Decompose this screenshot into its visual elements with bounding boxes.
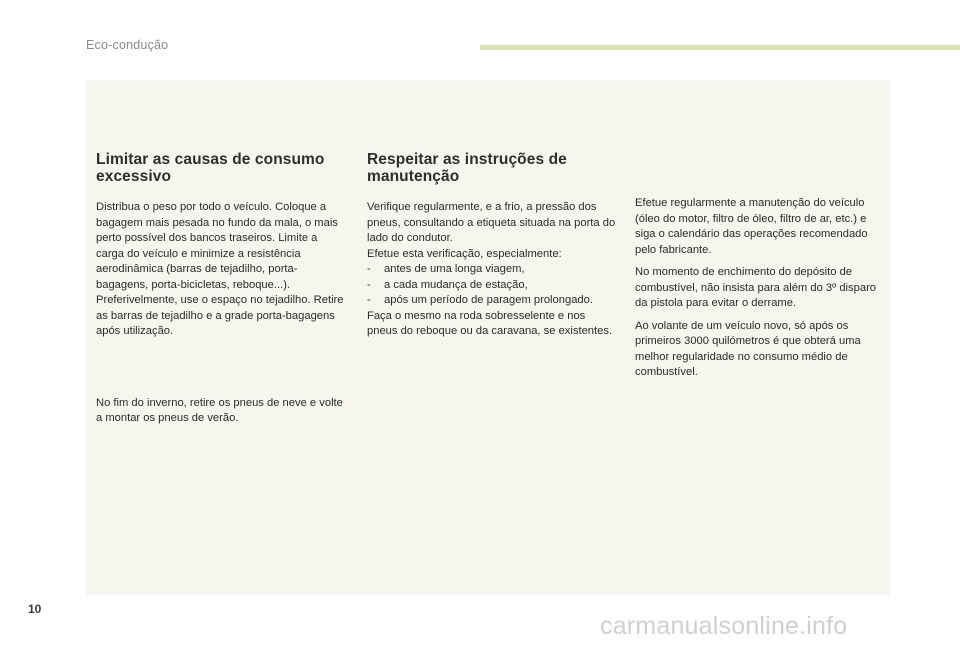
- paragraph-check-intro: Efetue esta verificação, especialmente:: [367, 247, 562, 260]
- list-item-text: a cada mudança de estação,: [384, 278, 528, 291]
- paragraph-refuel: No momento de enchimento do depósito de combustível, não insista para além do 3º disparo da pistola para evitar o derrame.: [635, 266, 877, 309]
- column-consumption: [96, 151, 346, 427]
- list-dash: -: [367, 278, 371, 291]
- list-item: [367, 262, 617, 278]
- section-title: Eco-condução: [86, 38, 169, 52]
- list-dash: -: [367, 294, 371, 306]
- paragraph-weight: Distribua o peso por todo o veículo. Coloque a bagagem mais pesada no fundo da mala, o mais perto possível dos bancos traseiros. Limite a carga do veículo e minimize a resistência aerodinâmica (barras de tejadilho, porta-bagagens, porta-bicicletas, reboque...). Preferivelmente, use o espaço no tejadilho. Retire as barras de tejadilho e a grade porta-bagagens após utilização.: [96, 201, 344, 337]
- list-item-text: antes de uma longa viagem,: [384, 263, 525, 275]
- list-dash: -: [367, 263, 371, 275]
- heading-maintenance: Respeitar as instruções de manutenção: [367, 151, 567, 185]
- list-item: [367, 293, 617, 309]
- list-item: [367, 278, 617, 294]
- paragraph-new-vehicle: Ao volante de um veículo novo, só após os primeiros 3000 quilómetros é que obterá uma melhor regularidade no consumo médio de combustível.: [635, 319, 861, 378]
- page-number: 10: [28, 602, 42, 616]
- paragraph-tyre-pressure: Verifique regularmente, e a frio, a pressão dos pneus, consultando a etiqueta situada na porta do lado do condutor.: [367, 201, 616, 244]
- paragraph-service: Efetue regularmente a manutenção do veículo (óleo do motor, filtro de óleo, filtro de ar, etc.) e siga o calendário das operações recomendado pelo fabricante.: [635, 197, 868, 256]
- list-item-text: após um período de paragem prolongado.: [384, 294, 593, 306]
- heading-consumption: Limitar as causas de consumo excessivo: [96, 151, 325, 185]
- paragraph-spare-wheel: Faça o mesmo na roda sobresselente e nos pneus do reboque ou da caravana, se existentes.: [367, 309, 613, 337]
- column-maintenance-continued: [635, 196, 885, 381]
- paragraph-winter-tyres: No fim do inverno, retire os pneus de neve e volte a montar os pneus de verão.: [96, 396, 343, 424]
- column-maintenance: [367, 151, 617, 340]
- watermark: carmanualsonline.info: [600, 612, 848, 640]
- header-accent-bar: [480, 45, 960, 50]
